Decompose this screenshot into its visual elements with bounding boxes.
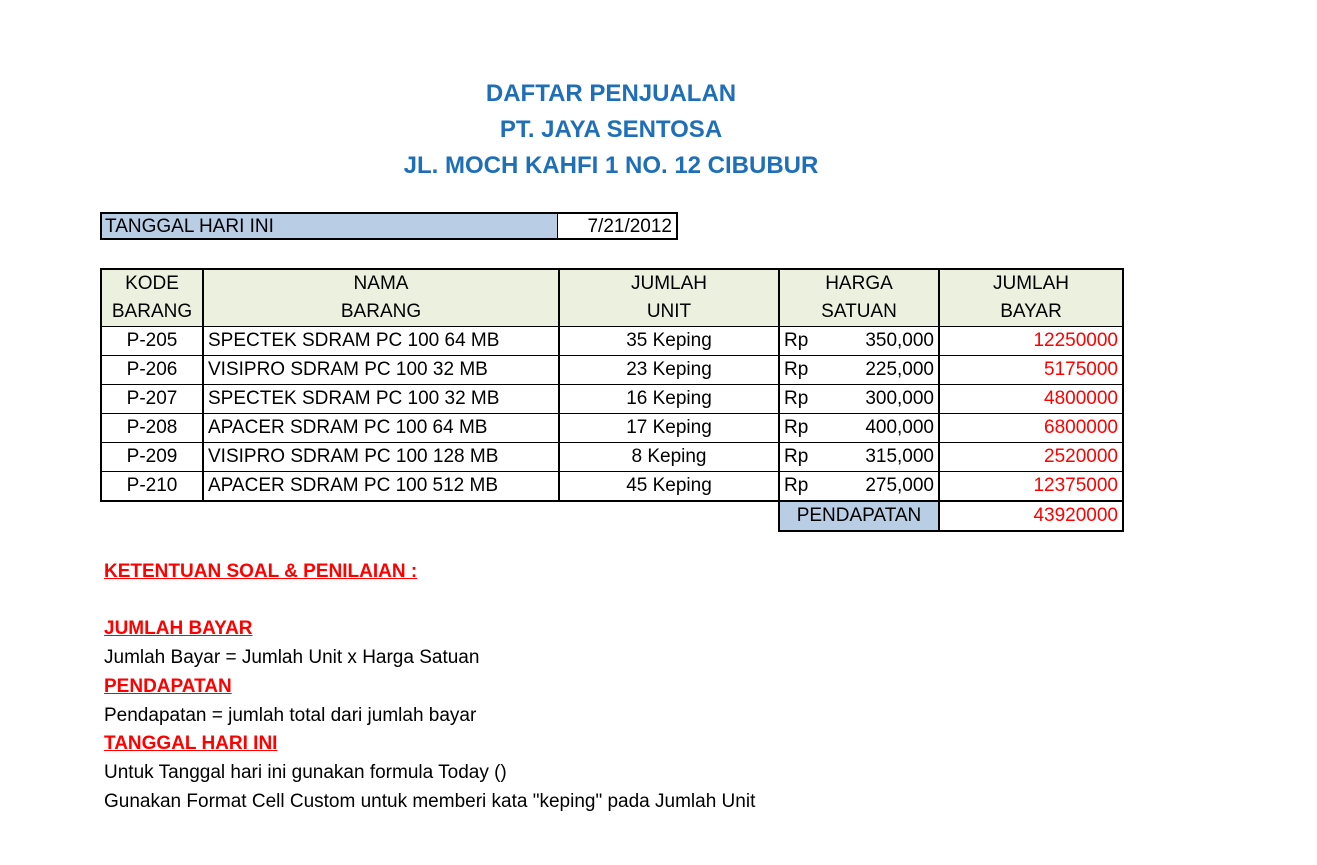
cell-bayar[interactable]: 12375000 — [939, 472, 1123, 502]
cell-harga[interactable] — [779, 443, 939, 472]
cell-nama[interactable]: SPECTEK SDRAM PC 100 32 MB — [203, 385, 559, 414]
empty-cell — [559, 501, 779, 531]
date-box — [100, 212, 678, 240]
currency-label: Rp — [784, 388, 809, 409]
cell-harga[interactable] — [779, 385, 939, 414]
cell-bayar[interactable]: 6800000 — [939, 414, 1123, 443]
notes-spacer — [104, 587, 755, 616]
cell-nama[interactable]: APACER SDRAM PC 100 64 MB — [203, 414, 559, 443]
header-bayar-1[interactable]: JUMLAH — [939, 269, 1123, 298]
cell-bayar[interactable]: 12250000 — [939, 327, 1123, 356]
empty-cell — [203, 501, 559, 531]
tanggal-text-2: Gunakan Format Cell Custom untuk memberi kata "keping" pada Jumlah Unit — [104, 790, 756, 812]
cell-kode[interactable]: P-205 — [101, 327, 203, 356]
table-header-row — [101, 298, 1123, 327]
price-value: 315,000 — [865, 446, 934, 467]
date-value[interactable]: 7/21/2012 — [558, 214, 676, 238]
header-harga-1[interactable]: HARGA — [779, 269, 939, 298]
price-value: 225,000 — [865, 359, 934, 380]
header-unit-1[interactable]: JUMLAH — [559, 269, 779, 298]
price-value: 400,000 — [865, 417, 934, 438]
jumlah-bayar-text: Jumlah Bayar = Jumlah Unit x Harga Satuan — [104, 647, 480, 669]
header-bayar-2[interactable]: BAYAR — [939, 298, 1123, 327]
empty-cell — [101, 501, 203, 531]
cell-nama[interactable]: APACER SDRAM PC 100 512 MB — [203, 472, 559, 502]
pendapatan-heading: PENDAPATAN — [104, 675, 232, 697]
header-unit-2[interactable]: UNIT — [559, 298, 779, 327]
cell-kode[interactable]: P-209 — [101, 443, 203, 472]
pendapatan-value[interactable]: 43920000 — [939, 501, 1123, 531]
cell-unit[interactable]: 17 Keping — [559, 414, 779, 443]
header-nama-1[interactable]: NAMA — [203, 269, 559, 298]
cell-bayar[interactable]: 2520000 — [939, 443, 1123, 472]
cell-harga[interactable] — [779, 327, 939, 356]
cell-unit[interactable]: 35 Keping — [559, 327, 779, 356]
pendapatan-text: Pendapatan = jumlah total dari jumlah bayar — [104, 704, 477, 726]
cell-bayar[interactable]: 5175000 — [939, 356, 1123, 385]
title-address: JL. MOCH KAHFI 1 NO. 12 CIBUBUR — [403, 152, 819, 179]
cell-bayar[interactable]: 4800000 — [939, 385, 1123, 414]
cell-nama[interactable]: VISIPRO SDRAM PC 100 128 MB — [203, 443, 559, 472]
cell-unit[interactable]: 8 Keping — [559, 443, 779, 472]
date-label[interactable]: TANGGAL HARI INI — [102, 214, 558, 238]
currency-label: Rp — [784, 359, 809, 380]
pendapatan-label[interactable]: PENDAPATAN — [779, 501, 939, 531]
cell-kode[interactable]: P-210 — [101, 472, 203, 502]
cell-kode[interactable]: P-207 — [101, 385, 203, 414]
currency-label: Rp — [784, 417, 809, 438]
cell-unit[interactable]: 45 Keping — [559, 472, 779, 502]
notes-section — [104, 558, 755, 816]
header-kode-1[interactable]: KODE — [101, 269, 203, 298]
table-header-row — [101, 269, 1123, 298]
cell-harga[interactable] — [779, 414, 939, 443]
currency-label: Rp — [784, 446, 809, 467]
title-daftar-penjualan: DAFTAR PENJUALAN — [485, 80, 737, 107]
title-company: PT. JAYA SENTOSA — [499, 116, 723, 143]
cell-harga[interactable] — [779, 472, 939, 502]
tanggal-text-1: Untuk Tanggal hari ini gunakan formula Today () — [104, 761, 507, 783]
table-row — [101, 356, 1123, 385]
cell-unit[interactable]: 23 Keping — [559, 356, 779, 385]
price-value: 300,000 — [865, 388, 934, 409]
price-value: 350,000 — [865, 330, 934, 351]
cell-unit[interactable]: 16 Keping — [559, 385, 779, 414]
cell-kode[interactable]: P-208 — [101, 414, 203, 443]
currency-label: Rp — [784, 330, 809, 351]
tanggal-heading: TANGGAL HARI INI — [104, 733, 278, 755]
cell-nama[interactable]: VISIPRO SDRAM PC 100 32 MB — [203, 356, 559, 385]
header-kode-2[interactable]: BARANG — [101, 298, 203, 327]
header-nama-2[interactable]: BARANG — [203, 298, 559, 327]
table-row — [101, 443, 1123, 472]
header-harga-2[interactable]: SATUAN — [779, 298, 939, 327]
total-row — [101, 501, 1123, 531]
table-row — [101, 385, 1123, 414]
cell-nama[interactable]: SPECTEK SDRAM PC 100 64 MB — [203, 327, 559, 356]
table-row — [101, 472, 1123, 502]
jumlah-bayar-heading: JUMLAH BAYAR — [104, 618, 253, 640]
cell-kode[interactable]: P-206 — [101, 356, 203, 385]
cell-harga[interactable] — [779, 356, 939, 385]
notes-title: KETENTUAN SOAL & PENILAIAN : — [104, 561, 418, 582]
table-row — [101, 414, 1123, 443]
price-value: 275,000 — [865, 475, 934, 496]
table-row — [101, 327, 1123, 356]
currency-label: Rp — [784, 475, 809, 496]
sales-table — [100, 268, 1124, 532]
